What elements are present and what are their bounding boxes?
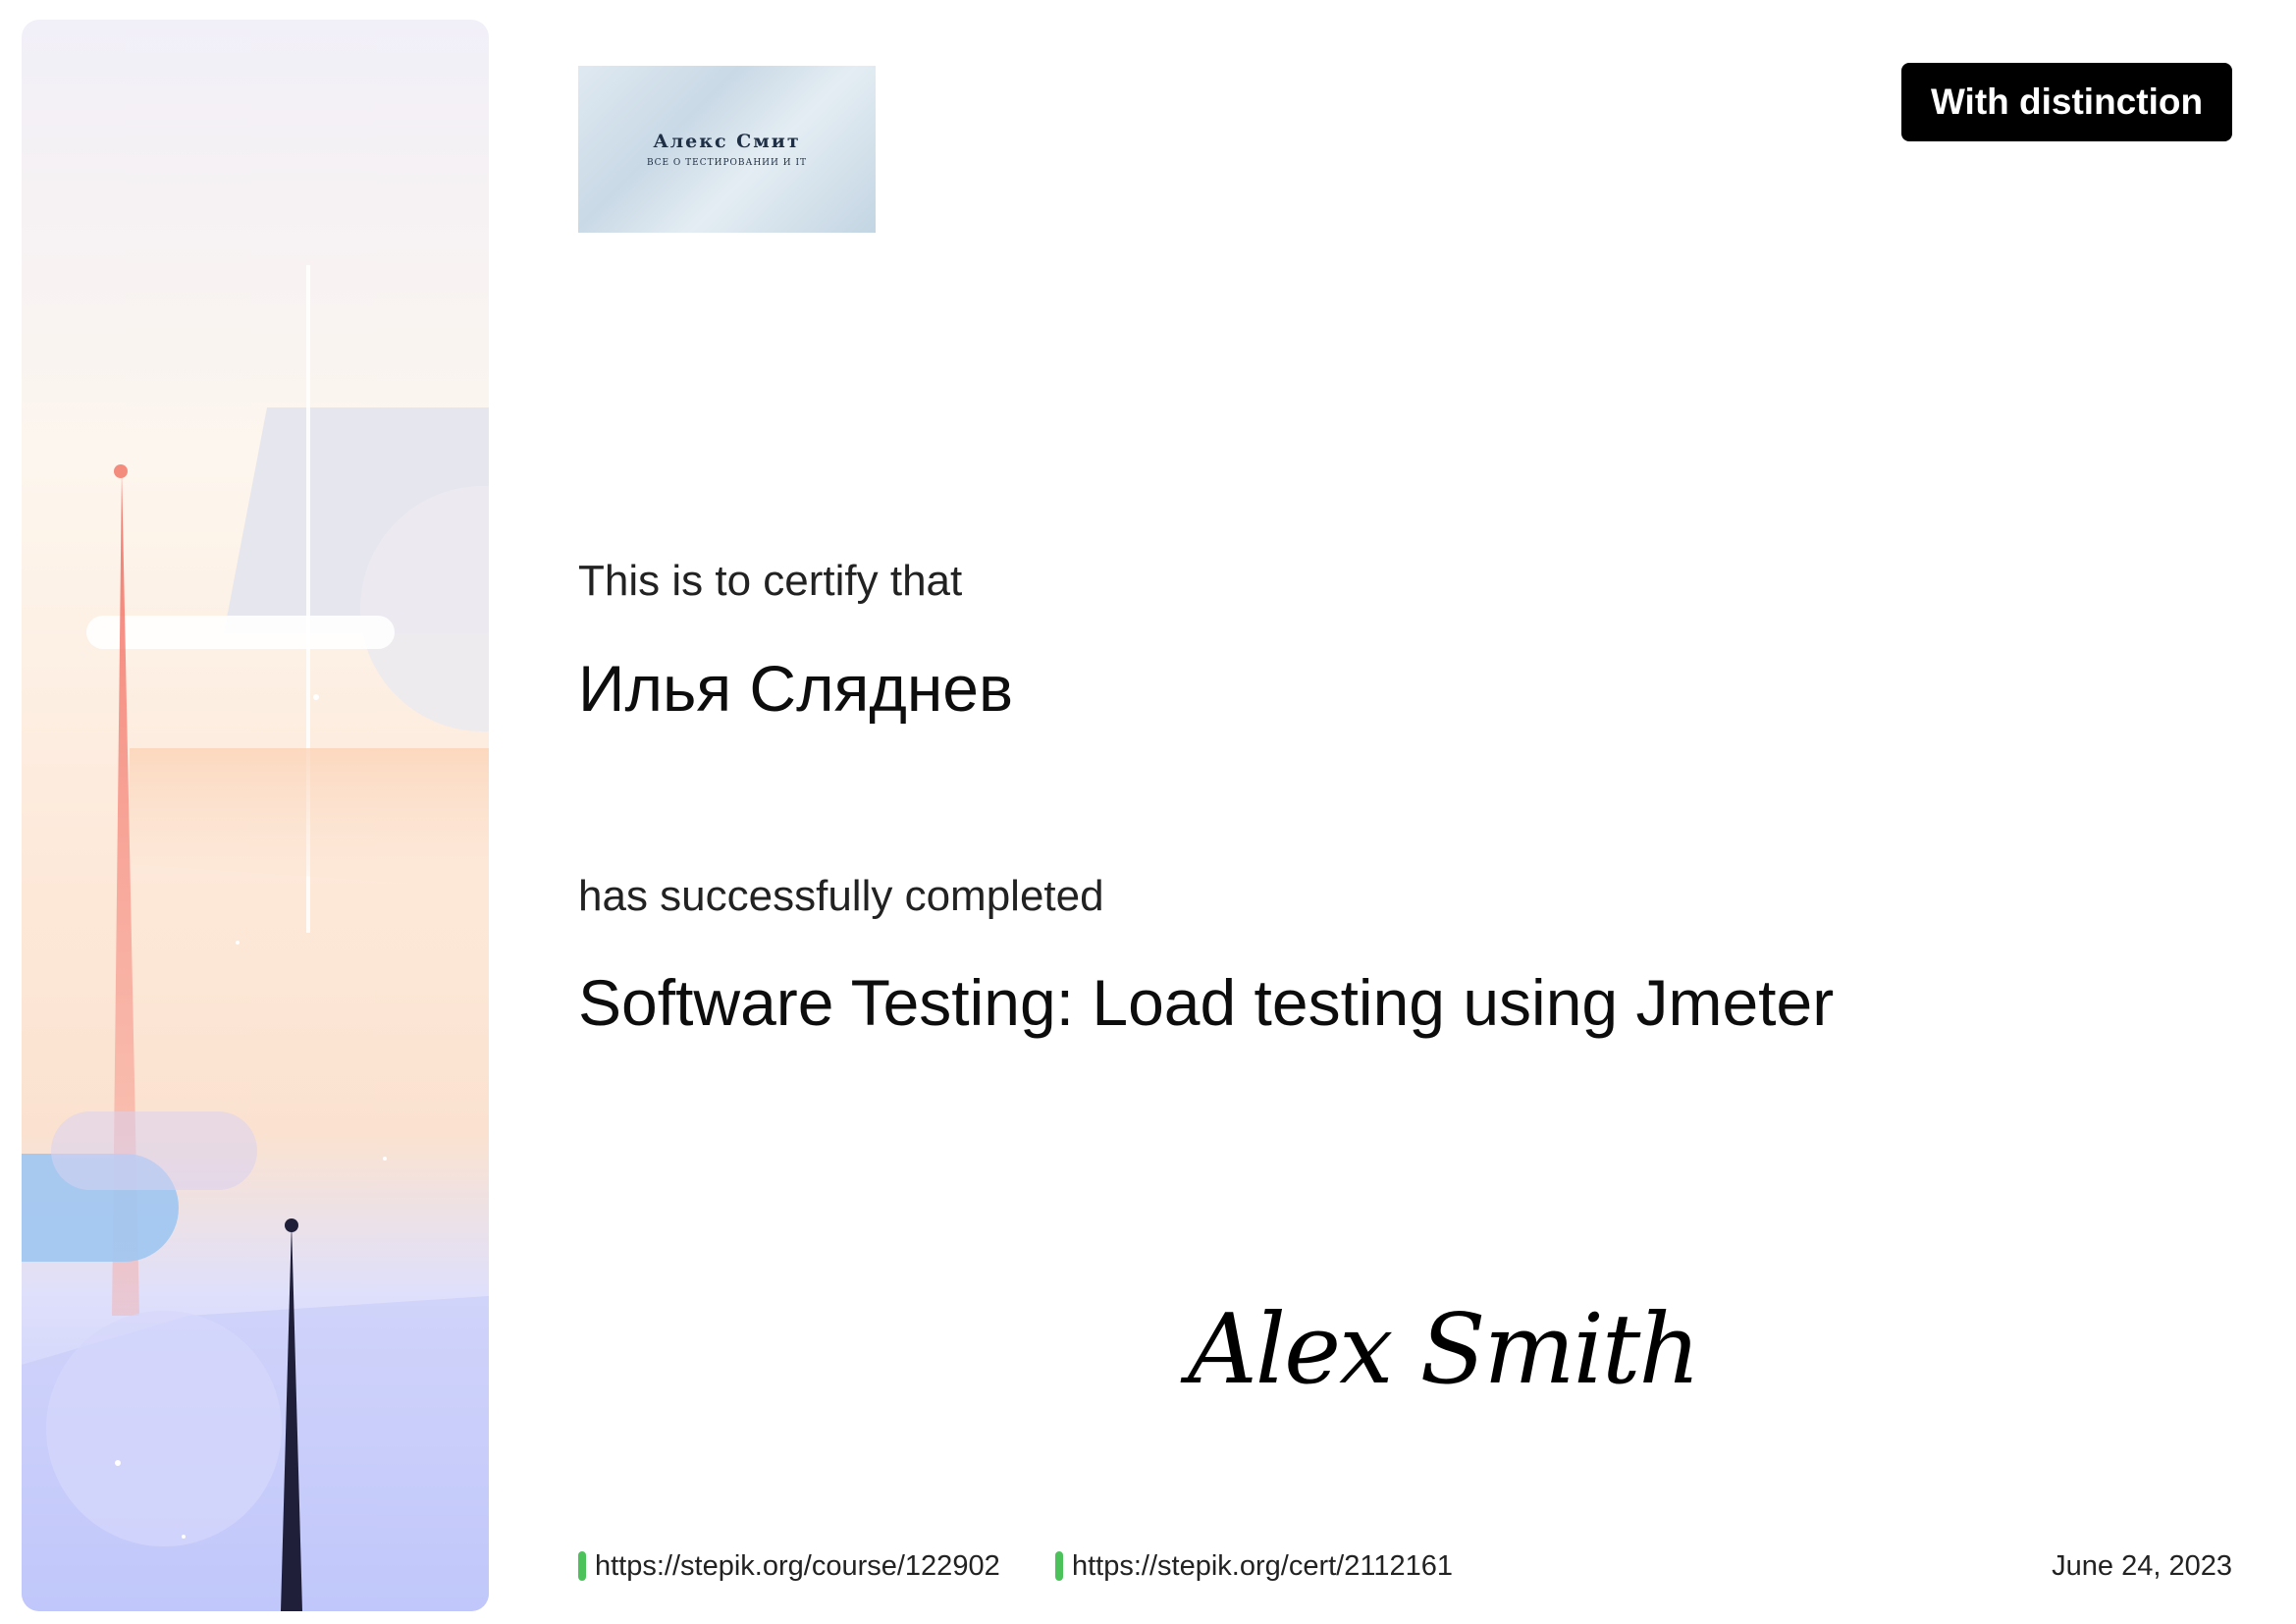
completed-text: has successfully completed bbox=[578, 872, 1104, 920]
distinction-badge: With distinction bbox=[1901, 63, 2232, 141]
logo-subtitle: ВСЕ О ТЕСТИРОВАНИИ И IT bbox=[646, 158, 808, 168]
cert-link[interactable] bbox=[1055, 1548, 1453, 1584]
course-link-text[interactable]: https://stepik.org/course/122902 bbox=[595, 1549, 1000, 1582]
cert-link-text[interactable]: https://stepik.org/cert/2112161 bbox=[1072, 1549, 1453, 1582]
decorative-side-panel bbox=[22, 20, 489, 1611]
recipient-name: Илья Сляднев bbox=[578, 652, 1014, 725]
certify-intro: This is to certify that bbox=[578, 557, 963, 605]
logo-title: Алекс Смит bbox=[653, 131, 801, 152]
link-marker-icon bbox=[578, 1551, 586, 1581]
issue-date: June 24, 2023 bbox=[2052, 1549, 2232, 1582]
signature: Alex Smith bbox=[1188, 1294, 1699, 1406]
course-link[interactable] bbox=[578, 1548, 1000, 1584]
link-marker-icon bbox=[1055, 1551, 1063, 1581]
decorative-illustration bbox=[22, 20, 489, 1611]
course-title: Software Testing: Load testing using Jmeter bbox=[578, 966, 1835, 1039]
logo bbox=[578, 66, 876, 233]
